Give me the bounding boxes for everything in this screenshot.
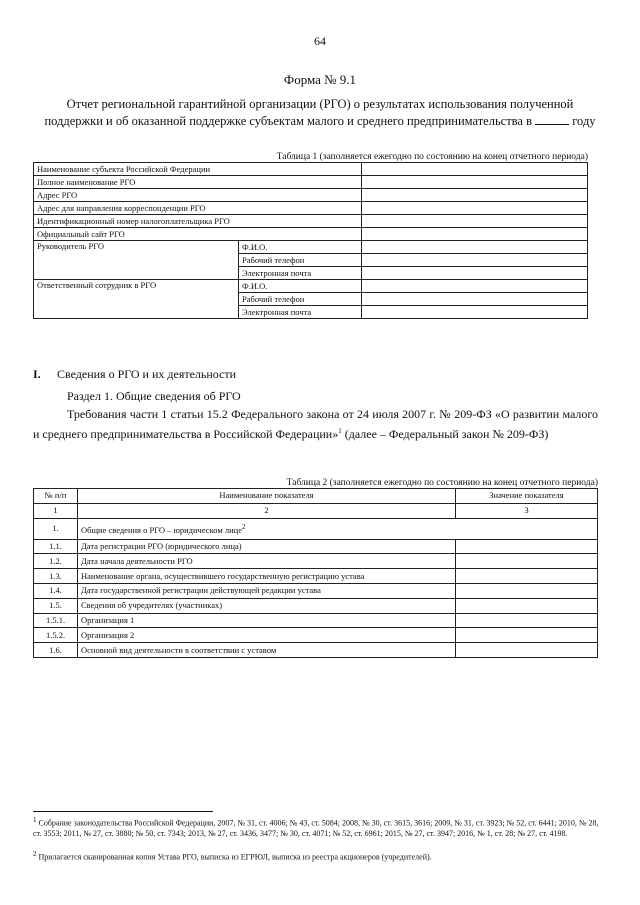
table-1-row-label: Полное наименование РГО bbox=[34, 176, 362, 189]
table-2-colnum-cell: 2 bbox=[78, 503, 456, 518]
table-2-row-number: 1. bbox=[34, 518, 78, 539]
table-2-value-cell[interactable] bbox=[456, 569, 598, 584]
table-1-caption: Таблица 1 (заполняется ежегодно по состоянию на конец отчетного периода) bbox=[276, 152, 588, 162]
report-title bbox=[40, 96, 600, 130]
table-2-general-footnote-ref: 2 bbox=[241, 522, 246, 531]
table-1-sub-label: Электронная почта bbox=[239, 267, 362, 280]
table-1-person-label: Руководитель РГО bbox=[34, 241, 239, 280]
table-2-row-number: 1.3. bbox=[34, 569, 78, 584]
table-1-value-cell[interactable] bbox=[362, 267, 588, 280]
requirement-tail: (далее – Федеральный закон № 209-ФЗ) bbox=[341, 427, 549, 441]
footnote-1-text: Собрание законодательства Российской Федерации, 2007, № 31, ст. 4006; № 43, ст. 5084; 2008, № 30, ст. 3615, 3616; 2009, № 31, ст. 3923; № 52, ст. 6441; 2010, № 28, ст. 3553; 2011, № 27, ст. 3880; № 50, ст. 7343; 2013, № 27, ст. 3436, 3477; № 30, ст. 4071; № 52, ст. 6961; 2015, № 27, ст. 3947; 2016, № 1, ст. 28; № 27, ст. 4198. bbox=[33, 818, 599, 839]
table-2-value-cell[interactable] bbox=[456, 628, 598, 643]
year-blank bbox=[535, 114, 569, 125]
table-1-sub-label: Ф.И.О. bbox=[239, 280, 362, 293]
table-2-row bbox=[34, 554, 598, 569]
table-1-row bbox=[34, 215, 588, 228]
table-2-row-number: 1.6. bbox=[34, 643, 78, 658]
table-1-value-cell[interactable] bbox=[362, 293, 588, 306]
table-1-row-label: Адрес для направления корреспонденции РГО bbox=[34, 202, 362, 215]
table-1-row bbox=[34, 202, 588, 215]
footnote-1 bbox=[33, 815, 608, 840]
table-1-value-cell[interactable] bbox=[362, 228, 588, 241]
page-number: 64 bbox=[314, 34, 326, 48]
report-title-year-word: году bbox=[572, 114, 596, 128]
table-1-value-cell[interactable] bbox=[362, 189, 588, 202]
table-2-value-cell[interactable] bbox=[456, 613, 598, 628]
table-2-row-label: Дата государственной регистрации действующей редакции устава bbox=[78, 583, 456, 598]
requirement-paragraph bbox=[33, 406, 598, 443]
table-2-caption: Таблица 2 (заполняется ежегодно по состоянию на конец отчетного периода) bbox=[286, 478, 598, 488]
table-2-row-label: Дата начала деятельности РГО bbox=[78, 554, 456, 569]
table-1-row-label: Адрес РГО bbox=[34, 189, 362, 202]
table-2-value-cell[interactable] bbox=[456, 583, 598, 598]
table-1-row bbox=[34, 228, 588, 241]
table-1-row-label: Наименование субъекта Российской Федерации bbox=[34, 163, 362, 176]
table-2-value-cell[interactable] bbox=[456, 554, 598, 569]
table-1-value-cell[interactable] bbox=[362, 306, 588, 319]
table-1-value-cell[interactable] bbox=[362, 202, 588, 215]
table-2-row-label: Организация 2 bbox=[78, 628, 456, 643]
table-2-row bbox=[34, 628, 598, 643]
footnote-2-text: Прилагается сканированная копия Устава РГО, выписка из ЕГРЮЛ, выписка из реестра акционеров (учредителей). bbox=[38, 852, 432, 862]
table-2-row-number: 1.1. bbox=[34, 539, 78, 554]
table-1-sub-label: Рабочий телефон bbox=[239, 293, 362, 306]
report-title-line-1: Отчет региональной гарантийной организации (РГО) о результатах использования полученной bbox=[66, 97, 574, 111]
table-1-row bbox=[34, 280, 588, 293]
table-1-value-cell[interactable] bbox=[362, 280, 588, 293]
table-2-value-cell[interactable] bbox=[456, 643, 598, 658]
table-2-colnum-cell: 1 bbox=[34, 503, 78, 518]
table-1-row bbox=[34, 176, 588, 189]
table-1-row bbox=[34, 163, 588, 176]
section-number: I. bbox=[33, 367, 41, 381]
requirement-text: Требования части 1 статьи 15.2 Федерального закона от 24 июля 2007 г. № 209-ФЗ «О развитии малого и среднего предпринимательства в Российской Федерации» bbox=[33, 407, 598, 441]
table-2-header-cell: № п/п bbox=[34, 489, 78, 504]
table-2-row-number: 1.5.2. bbox=[34, 628, 78, 643]
footnote-1-mark: 1 bbox=[33, 816, 37, 824]
table-1 bbox=[33, 152, 588, 319]
footnote-2-mark: 2 bbox=[33, 850, 37, 858]
table-1-value-cell[interactable] bbox=[362, 215, 588, 228]
table-2-row-number: 1.4. bbox=[34, 583, 78, 598]
section-heading bbox=[33, 367, 236, 382]
table-1-value-cell[interactable] bbox=[362, 176, 588, 189]
report-title-line-2 bbox=[40, 113, 600, 130]
table-1-sub-label: Электронная почта bbox=[239, 306, 362, 319]
razdel-heading: Раздел 1. Общие сведения об РГО bbox=[67, 389, 241, 403]
table-1-row-label: Идентификационный номер налогоплательщика РГО bbox=[34, 215, 362, 228]
table-2-row-number: 1.2. bbox=[34, 554, 78, 569]
table-1-row bbox=[34, 241, 588, 254]
table-2-row bbox=[34, 598, 598, 613]
table-2-grid bbox=[33, 488, 598, 658]
footnote-2 bbox=[33, 849, 608, 863]
table-2-row-label: Основной вид деятельности в соответствии с уставом bbox=[78, 643, 456, 658]
form-title: Форма № 9.1 bbox=[283, 72, 357, 87]
table-1-sub-label: Ф.И.О. bbox=[239, 241, 362, 254]
table-1-row bbox=[34, 189, 588, 202]
table-2-row-number: 1.5. bbox=[34, 598, 78, 613]
table-2-value-cell[interactable] bbox=[456, 598, 598, 613]
table-2-header-cell: Наименование показателя bbox=[78, 489, 456, 504]
table-2-colnum-cell: 3 bbox=[456, 503, 598, 518]
table-2 bbox=[33, 478, 598, 658]
table-2-row bbox=[34, 539, 598, 554]
report-title-line-2-text: поддержки и об оказанной поддержке субъектам малого и среднего предпринимательства в bbox=[44, 114, 532, 128]
table-1-value-cell[interactable] bbox=[362, 254, 588, 267]
table-2-colnum-row bbox=[34, 503, 598, 518]
table-2-row bbox=[34, 643, 598, 658]
requirement-footnote-ref: 1 bbox=[338, 427, 342, 435]
table-2-header-row bbox=[34, 489, 598, 504]
table-2-row-label: Наименование органа, осуществившего государственную регистрацию устава bbox=[78, 569, 456, 584]
table-1-grid bbox=[33, 162, 588, 319]
table-2-row-label: Сведения об учредителях (участниках) bbox=[78, 598, 456, 613]
table-2-row bbox=[34, 583, 598, 598]
table-2-header-cell: Значение показателя bbox=[456, 489, 598, 504]
table-2-row-number: 1.5.1. bbox=[34, 613, 78, 628]
table-2-row-label: Организация 1 bbox=[78, 613, 456, 628]
table-2-general-label bbox=[78, 518, 598, 539]
table-2-row-label: Дата регистрации РГО (юридического лица) bbox=[78, 539, 456, 554]
table-1-value-cell[interactable] bbox=[362, 163, 588, 176]
table-2-general-text: Общие сведения о РГО – юридическом лице bbox=[81, 524, 242, 535]
table-2-value-cell[interactable] bbox=[456, 539, 598, 554]
table-1-row-label: Официальный сайт РГО bbox=[34, 228, 362, 241]
table-1-person-label: Ответственный сотрудник в РГО bbox=[34, 280, 239, 319]
table-2-row bbox=[34, 569, 598, 584]
table-2-row bbox=[34, 613, 598, 628]
table-2-general-row bbox=[34, 518, 598, 539]
footnote-separator bbox=[33, 811, 213, 812]
table-1-value-cell[interactable] bbox=[362, 241, 588, 254]
table-1-sub-label: Рабочий телефон bbox=[239, 254, 362, 267]
section-title: Сведения о РГО и их деятельности bbox=[57, 367, 237, 381]
